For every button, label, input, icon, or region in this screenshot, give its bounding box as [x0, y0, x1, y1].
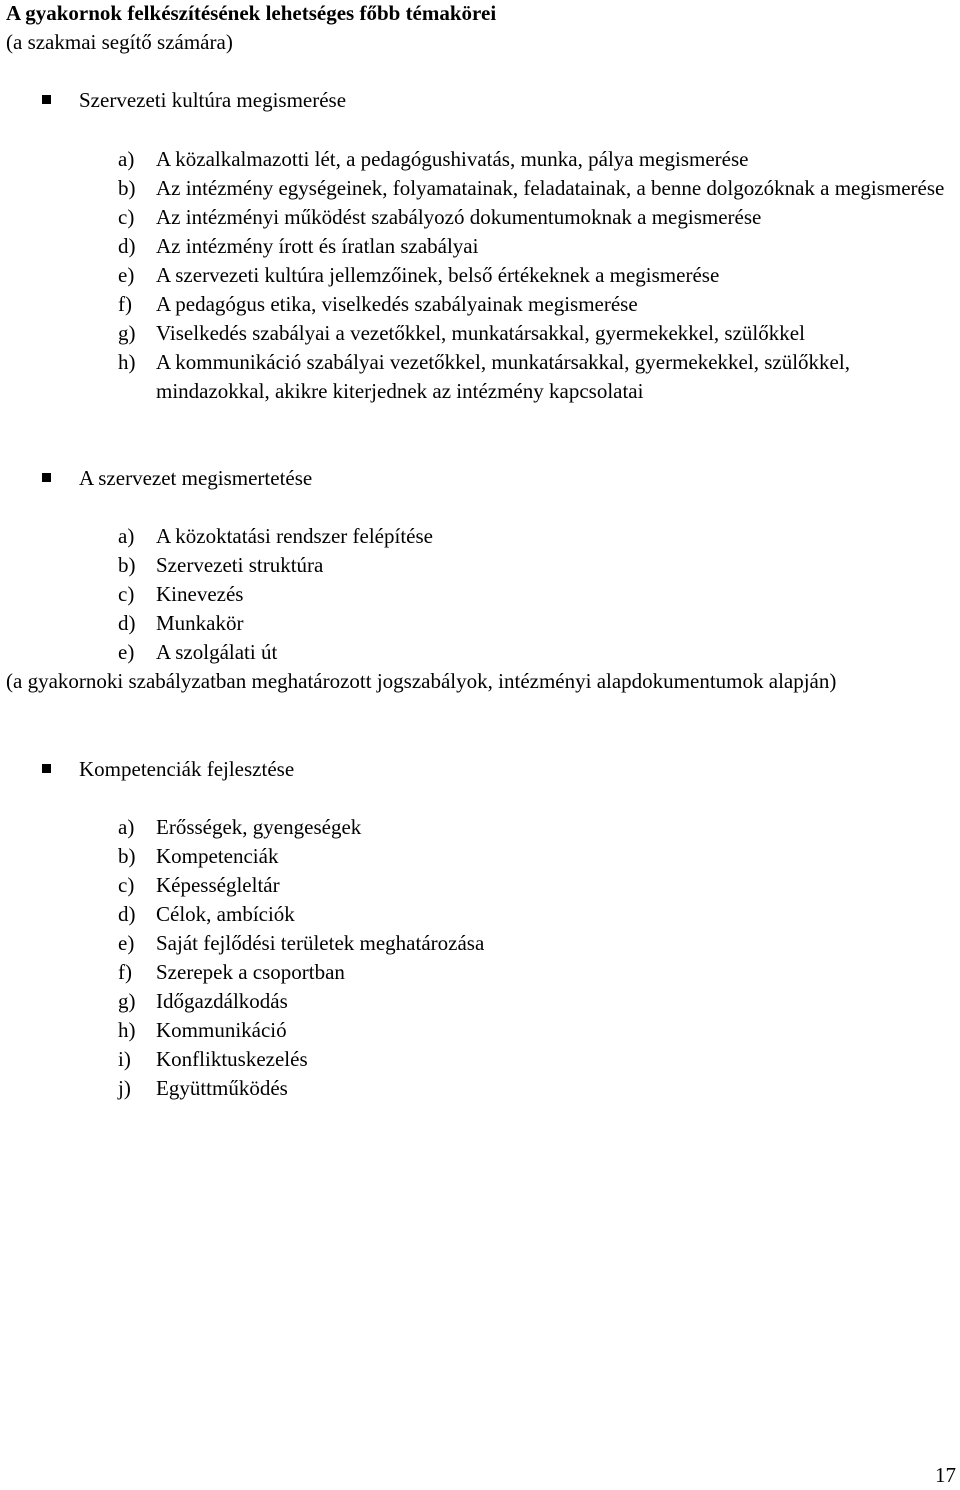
section-list-organization-introduction — [118, 522, 958, 667]
list-item-text: A szervezeti kultúra jellemzőinek, belső értékeknek a megismerése — [156, 263, 720, 287]
list-item-text: Konfliktuskezelés — [156, 1047, 308, 1071]
list-marker: c) — [118, 873, 135, 897]
list-item-text: Viselkedés szabályai a vezetőkkel, munkatársakkal, gyermekekkel, szülőkkel — [156, 321, 805, 345]
section-heading-organization-introduction — [42, 464, 312, 493]
list-item-text: Az intézményi működést szabályozó dokumentumoknak a megismerése — [156, 205, 762, 229]
list-item — [118, 900, 958, 929]
list-item — [118, 958, 958, 987]
list-marker: a) — [118, 147, 135, 171]
list-item — [118, 174, 958, 203]
list-item — [118, 813, 958, 842]
list-item — [118, 522, 958, 551]
list-item-text: Időgazdálkodás — [156, 989, 288, 1013]
list-item-text: Képességleltár — [156, 873, 280, 897]
list-item-text: A pedagógus etika, viselkedés szabályainak megismerése — [156, 292, 638, 316]
list-item-text: Kompetenciák — [156, 844, 279, 868]
section-heading-text: A szervezet megismertetése — [79, 466, 313, 490]
list-marker: a) — [118, 524, 135, 548]
list-item-text: Szerepek a csoportban — [156, 960, 345, 984]
list-item — [118, 987, 958, 1016]
list-item-text: A közalkalmazotti lét, a pedagógushivatás, munka, pálya megismerése — [156, 147, 749, 171]
list-marker: h) — [118, 350, 136, 374]
list-item — [118, 871, 958, 900]
list-item-text: Az intézmény egységeinek, folyamatainak, feladatainak, a benne dolgozóknak a megismerése — [156, 176, 945, 200]
page-title: A gyakornok felkészítésének lehetséges főbb témakörei — [6, 1, 497, 25]
list-item — [118, 348, 958, 406]
list-marker: e) — [118, 263, 135, 287]
square-bullet-icon — [42, 473, 51, 482]
list-item-text: A szolgálati út — [156, 640, 278, 664]
list-item-text: Kommunikáció — [156, 1018, 287, 1042]
list-marker: i) — [118, 1047, 131, 1071]
list-item-text: Szervezeti struktúra — [156, 553, 324, 577]
list-marker: f) — [118, 960, 132, 984]
list-item — [118, 638, 958, 667]
list-marker: c) — [118, 205, 135, 229]
list-item-text: Munkakör — [156, 611, 244, 635]
list-item — [118, 609, 958, 638]
list-item — [118, 203, 958, 232]
list-item — [118, 842, 958, 871]
page-subtitle: (a szakmai segítő számára) — [6, 30, 233, 54]
list-marker: b) — [118, 176, 136, 200]
list-item-text: A kommunikáció szabályai vezetőkkel, munkatársakkal, gyermekekkel, szülőkkel, mindazokkal, akikre kiterjednek az intézmény kapcsolatai — [156, 350, 850, 403]
section-heading-organizational-culture — [42, 86, 346, 115]
page-number: 17 — [935, 1463, 956, 1487]
list-item — [118, 319, 958, 348]
list-item-text: A közoktatási rendszer felépítése — [156, 524, 433, 548]
list-marker: g) — [118, 989, 136, 1013]
list-item — [118, 1074, 958, 1103]
list-marker: f) — [118, 292, 132, 316]
list-item — [118, 290, 958, 319]
list-item-text: Kinevezés — [156, 582, 244, 606]
list-item-text: Erősségek, gyengeségek — [156, 815, 362, 839]
list-item-text: Az intézmény írott és íratlan szabályai — [156, 234, 479, 258]
list-marker: e) — [118, 931, 135, 955]
list-item-text: Saját fejlődési területek meghatározása — [156, 931, 485, 955]
list-marker: d) — [118, 234, 136, 258]
list-item — [118, 145, 958, 174]
list-item — [118, 580, 958, 609]
list-item — [118, 551, 958, 580]
list-marker: e) — [118, 640, 135, 664]
list-item-text: Együttműködés — [156, 1076, 288, 1100]
list-marker: j) — [118, 1076, 131, 1100]
section-note: (a gyakornoki szabályzatban meghatározott jogszabályok, intézményi alapdokumentumok alapján) — [6, 669, 837, 693]
list-marker: b) — [118, 553, 136, 577]
section-heading-text: Kompetenciák fejlesztése — [79, 757, 295, 781]
list-marker: h) — [118, 1018, 136, 1042]
list-marker: c) — [118, 582, 135, 606]
section-list-competency-development — [118, 813, 958, 1103]
square-bullet-icon — [42, 764, 51, 773]
square-bullet-icon — [42, 95, 51, 104]
list-item — [118, 929, 958, 958]
list-marker: g) — [118, 321, 136, 345]
section-list-organizational-culture — [118, 145, 958, 406]
list-marker: d) — [118, 902, 136, 926]
list-marker: d) — [118, 611, 136, 635]
section-heading-text: Szervezeti kultúra megismerése — [79, 88, 347, 112]
list-item — [118, 1045, 958, 1074]
list-item-text: Célok, ambíciók — [156, 902, 295, 926]
list-item — [118, 261, 958, 290]
list-marker: a) — [118, 815, 135, 839]
list-item — [118, 232, 958, 261]
list-item — [118, 1016, 958, 1045]
section-heading-competency-development — [42, 755, 294, 784]
list-marker: b) — [118, 844, 136, 868]
